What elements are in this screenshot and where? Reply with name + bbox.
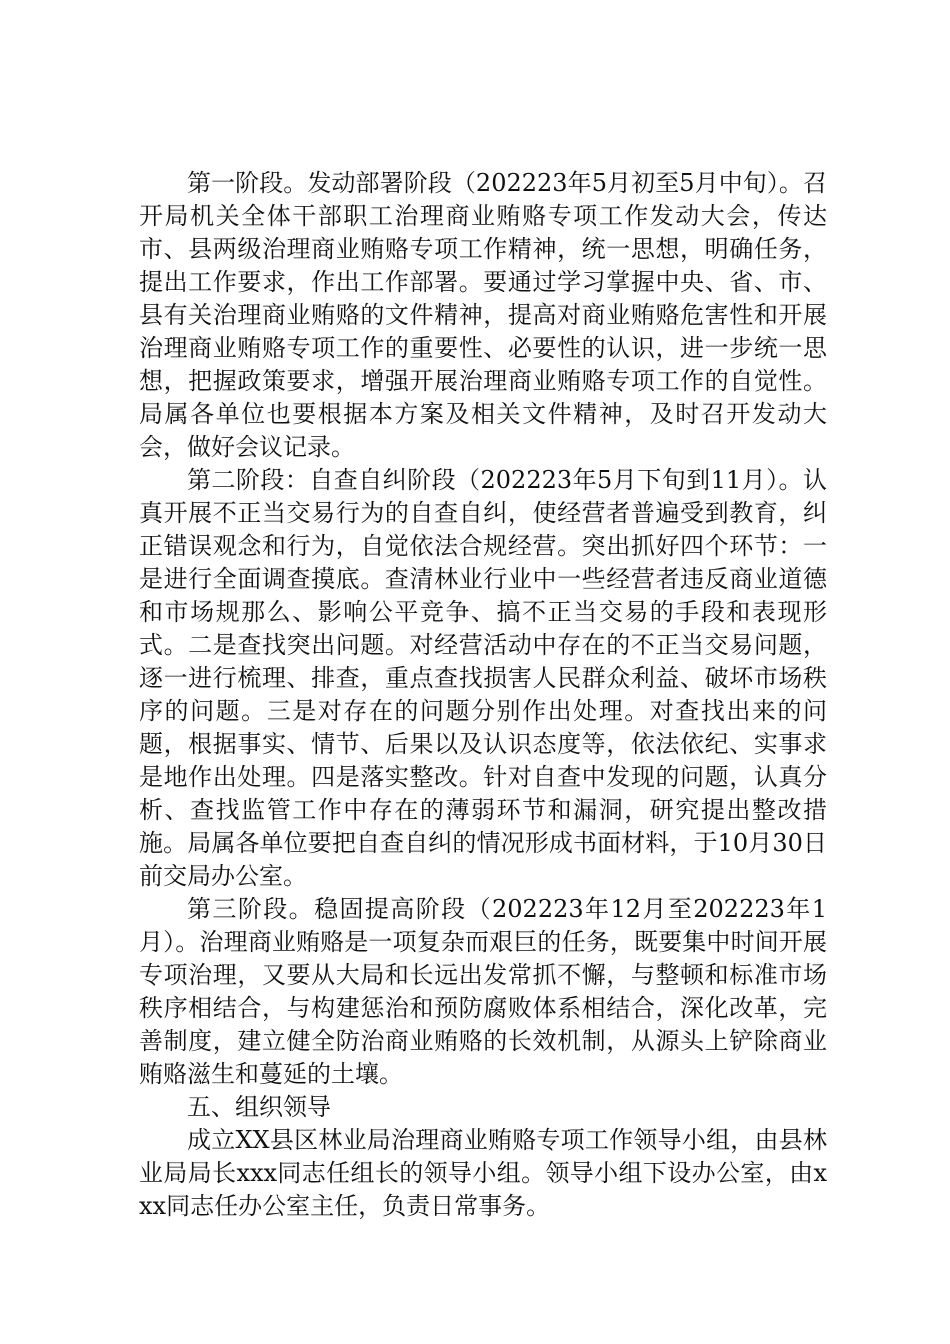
paragraph-stage-three: 第三阶段。稳固提高阶段（202223年12月至202223年1月）。治理商业贿赂是一项复杂而艰巨的任务，既要集中时间开展专项治理，又要从大局和长远出发常抓不懈，与整顿和标准市场秩序相结合，与构建惩治和预防腐败体系相结合，深化改革，完善制度，建立健全防治商业贿赂的长效机制，从源头上铲除商业贿赂滋生和蔓延的土壤。 — [139, 895, 827, 1088]
paragraph-leadership: 成立XX县区林业局治理商业贿赂专项工作领导小组，由县林业局局长xxx同志任组长的领导小组。领导小组下设办公室，由xxx同志任办公室主任，负责日常事务。 — [139, 1126, 827, 1220]
paragraph-stage-two: 第二阶段：自查自纠阶段（202223年5月下旬到11月）。认真开展不正当交易行为的自查自纠，使经营者普遍受到教育，纠正错误观念和行为，自觉依法合规经营。突出抓好四个环节：一是进行全面调查摸底。查清林业行业中一些经营者违反商业道德和市场规那么、影响公平竞争、搞不正当交易的手段和表现形式。二是查找突出问题。对经营活动中存在的不正当交易问题，逐一进行梳理、排查，重点查找损害人民群众利益、破坏市场秩序的问题。三是对存在的问题分别作出处理。对查找出来的问题，根据事实、情节、后果以及认识态度等，依法依纪、实事求是地作出处理。四是落实整改。针对自查中发现的问题，认真分析、查找监管工作中存在的薄弱环节和漏洞，研究提出整改措施。局属各单位要把自查自纠的情况形成书面材料，于10月30日前交局办公室。 — [139, 466, 827, 890]
section-heading: 五、组织领导 — [187, 1093, 331, 1121]
paragraph-stage-one: 第一阶段。发动部署阶段（202223年5月初至5月中旬）。召开局机关全体干部职工治理商业贿赂专项工作发动大会，传达市、县两级治理商业贿赂专项工作精神，统一思想，明确任务，提出工作要求，作出工作部署。要通过学习掌握中央、省、市、县有关治理商业贿赂的文件精神，提高对商业贿赂危害性和开展治理商业贿赂专项工作的重要性、必要性的认识，进一步统一思想，把握政策要求，增强开展治理商业贿赂专项工作的自觉性。局属各单位也要根据本方案及相关文件精神，及时召开发动大会，做好会议记录。 — [139, 169, 827, 461]
document-body — [139, 167, 827, 1223]
